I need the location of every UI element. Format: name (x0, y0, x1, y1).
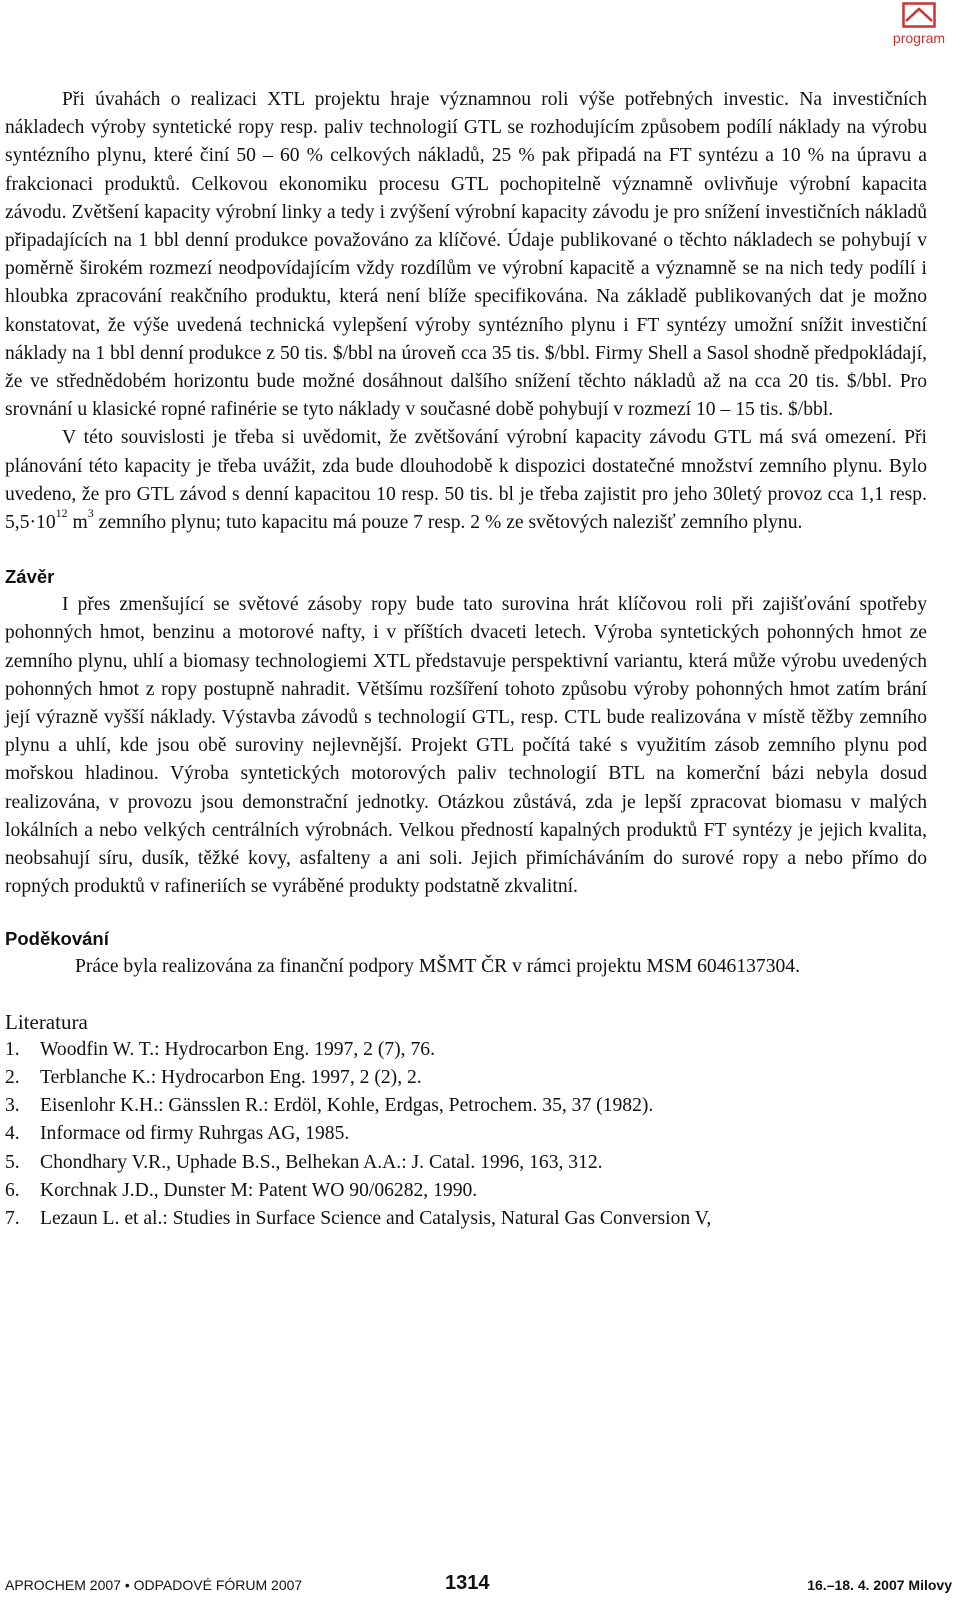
reference-item: 2. Terblanche K.: Hydrocarbon Eng. 1997, 2 (2), 2. (5, 1066, 422, 1088)
paragraph-podekovani: Práce byla realizována za finanční podpory MŠMT ČR v rámci projektu MSM 6046137304. (75, 956, 801, 978)
heading-zaver: Závěr (5, 566, 55, 588)
heading-podekovani: Poděkování (5, 928, 109, 950)
reference-item: 3. Eisenlohr K.H.: Gänsslen R.: Erdöl, Kohle, Erdgas, Petrochem. 35, 37 (1982). (5, 1095, 654, 1117)
heading-literatura: Literatura (5, 1009, 88, 1034)
logo-text: program (892, 30, 946, 46)
document-body (5, 86, 927, 1233)
program-logo (886, 2, 952, 54)
paragraph-investments: Při úvahách o realizaci XTL projektu hraje významnou roli výše potřebných investic. Na investičních nákladech výroby syntetické ropy resp. paliv technologií GTL se rozhodujícím způsobem podílí náklady na výrobu syntézního plynu, které činí 50 – 60 % celkových nákladů, 25 % pak připadá na FT syntézu a 10 % na úpravu a frakcionaci produktů. Celkovou ekonomiku procesu GTL pochopitelně významně ovlivňuje výrobní kapacita závodu. Zvětšení kapacity výrobní linky a tedy i zvýšení výrobní kapacity závodu je pro snížení investičních nákladů připadajících na 1 bbl denní produkce považováno za klíčové. Údaje publikované o těchto nákladech se pohybují v poměrně širokém rozmezí neodpovídajícím vždy rozdílům ve výrobní kapacitě a významně se na nich tedy podílí i hloubka zpracování reakčního produktu, která není blíže specifikována. Na základě publikovaných dat je možno konstatovat, že výše uvedená technická vylepšení výroby syntézního plynu i FT syntézy umožní snížit investiční náklady na 1 bbl denní produkce z 50 tis. $/bbl na úroveň cca 35 tis. $/bbl. Firmy Shell a Sasol shodně předpokládají, že ve střednědobém horizontu bude možné dosáhnout dalšího snížení těchto nákladů až na cca 20 tis. $/bbl. Pro srovnání u klasické ropné rafinérie se tyto náklady v současné době pohybují v rozmezí 10 – 15 tis. $/bbl. (5, 89, 927, 421)
reference-item: 5. Chondhary V.R., Uphade B.S., Belhekan A.A.: J. Catal. 1996, 163, 312. (5, 1151, 603, 1173)
footer-conference: APROCHEM 2007 • ODPADOVÉ FÓRUM 2007 (5, 1577, 303, 1593)
envelope-house-icon (902, 2, 936, 28)
reference-item: 6. Korchnak J.D., Dunster M: Patent WO 90/06282, 1990. (5, 1179, 478, 1201)
page-number: 1314 (445, 1572, 490, 1594)
paragraph-capacity: V této souvislosti je třeba si uvědomit, že zvětšování výrobní kapacity závodu GTL má svá omezení. Při plánování této kapacity je třeba uvážit, zda bude dlouhodobě k dispozici dostatečné množství zemního plynu. Bylo uvedeno, že pro GTL závod s denní kapacitou 10 resp. 50 tis. bl je třeba zajistit pro jeho 30letý provoz cca 1,1 resp. $5,5\cdot 10^{12}$ $m^3$ zemního plynu; tuto kapacitu má pouze 7 resp. 2 % ze světových nalezišť zemního plynu. (5, 427, 927, 534)
page-footer (5, 1574, 952, 1596)
reference-list (5, 1036, 927, 1233)
footer-date: 16.–18. 4. 2007 Milovy (807, 1577, 952, 1593)
reference-item: 4. Informace od firmy Ruhrgas AG, 1985. (5, 1123, 350, 1145)
reference-item: 1. Woodfin W. T.: Hydrocarbon Eng. 1997, 2 (7), 76. (5, 1038, 435, 1060)
paragraph-zaver: I přes zmenšující se světové zásoby ropy bude tato surovina hrát klíčovou roli při zajišťování spotřeby pohonných hmot, benzinu a motorové nafty, i v příštích dvaceti letech. Výroba syntetických pohonných hmot ze zemního plynu, uhlí a biomasy technologiemi XTL představuje perspektivní variantu, která může výrobu uvedených pohonných hmot z ropy postupně nahradit. Většímu rozšíření tohoto způsobu výroby pohonných hmot zatím brání její výrazně vyšší náklady. Výstavba závodů s technologií GTL, resp. CTL bude realizována v místě těžby zemního plynu a uhlí, kde jsou obě suroviny nejlevnější. Projekt GTL počítá také s využitím zásob zemního plynu pod mořskou hladinou. Výroba syntetických motorových paliv technologií BTL na komerční bázi nebyla dosud realizována, v provozu jsou demonstrační jednotky. Otázkou zůstává, zda je lepší zpracovat biomasu v malých lokálních a nebo velkých centrálních výrobnách. Velkou předností kapalných produktů FT syntézy je jejich kvalita, neobsahují síru, dusík, těžké kovy, asfalteny a ani soli. Jejich přimícháváním do surové ropy a nebo přímo do ropných produktů v rafineriích se vyráběné produkty podstatně zkvalitní. (5, 594, 927, 898)
reference-item: 7. Lezaun L. et al.: Studies in Surface Science and Catalysis, Natural Gas Conversion V, (5, 1207, 712, 1229)
